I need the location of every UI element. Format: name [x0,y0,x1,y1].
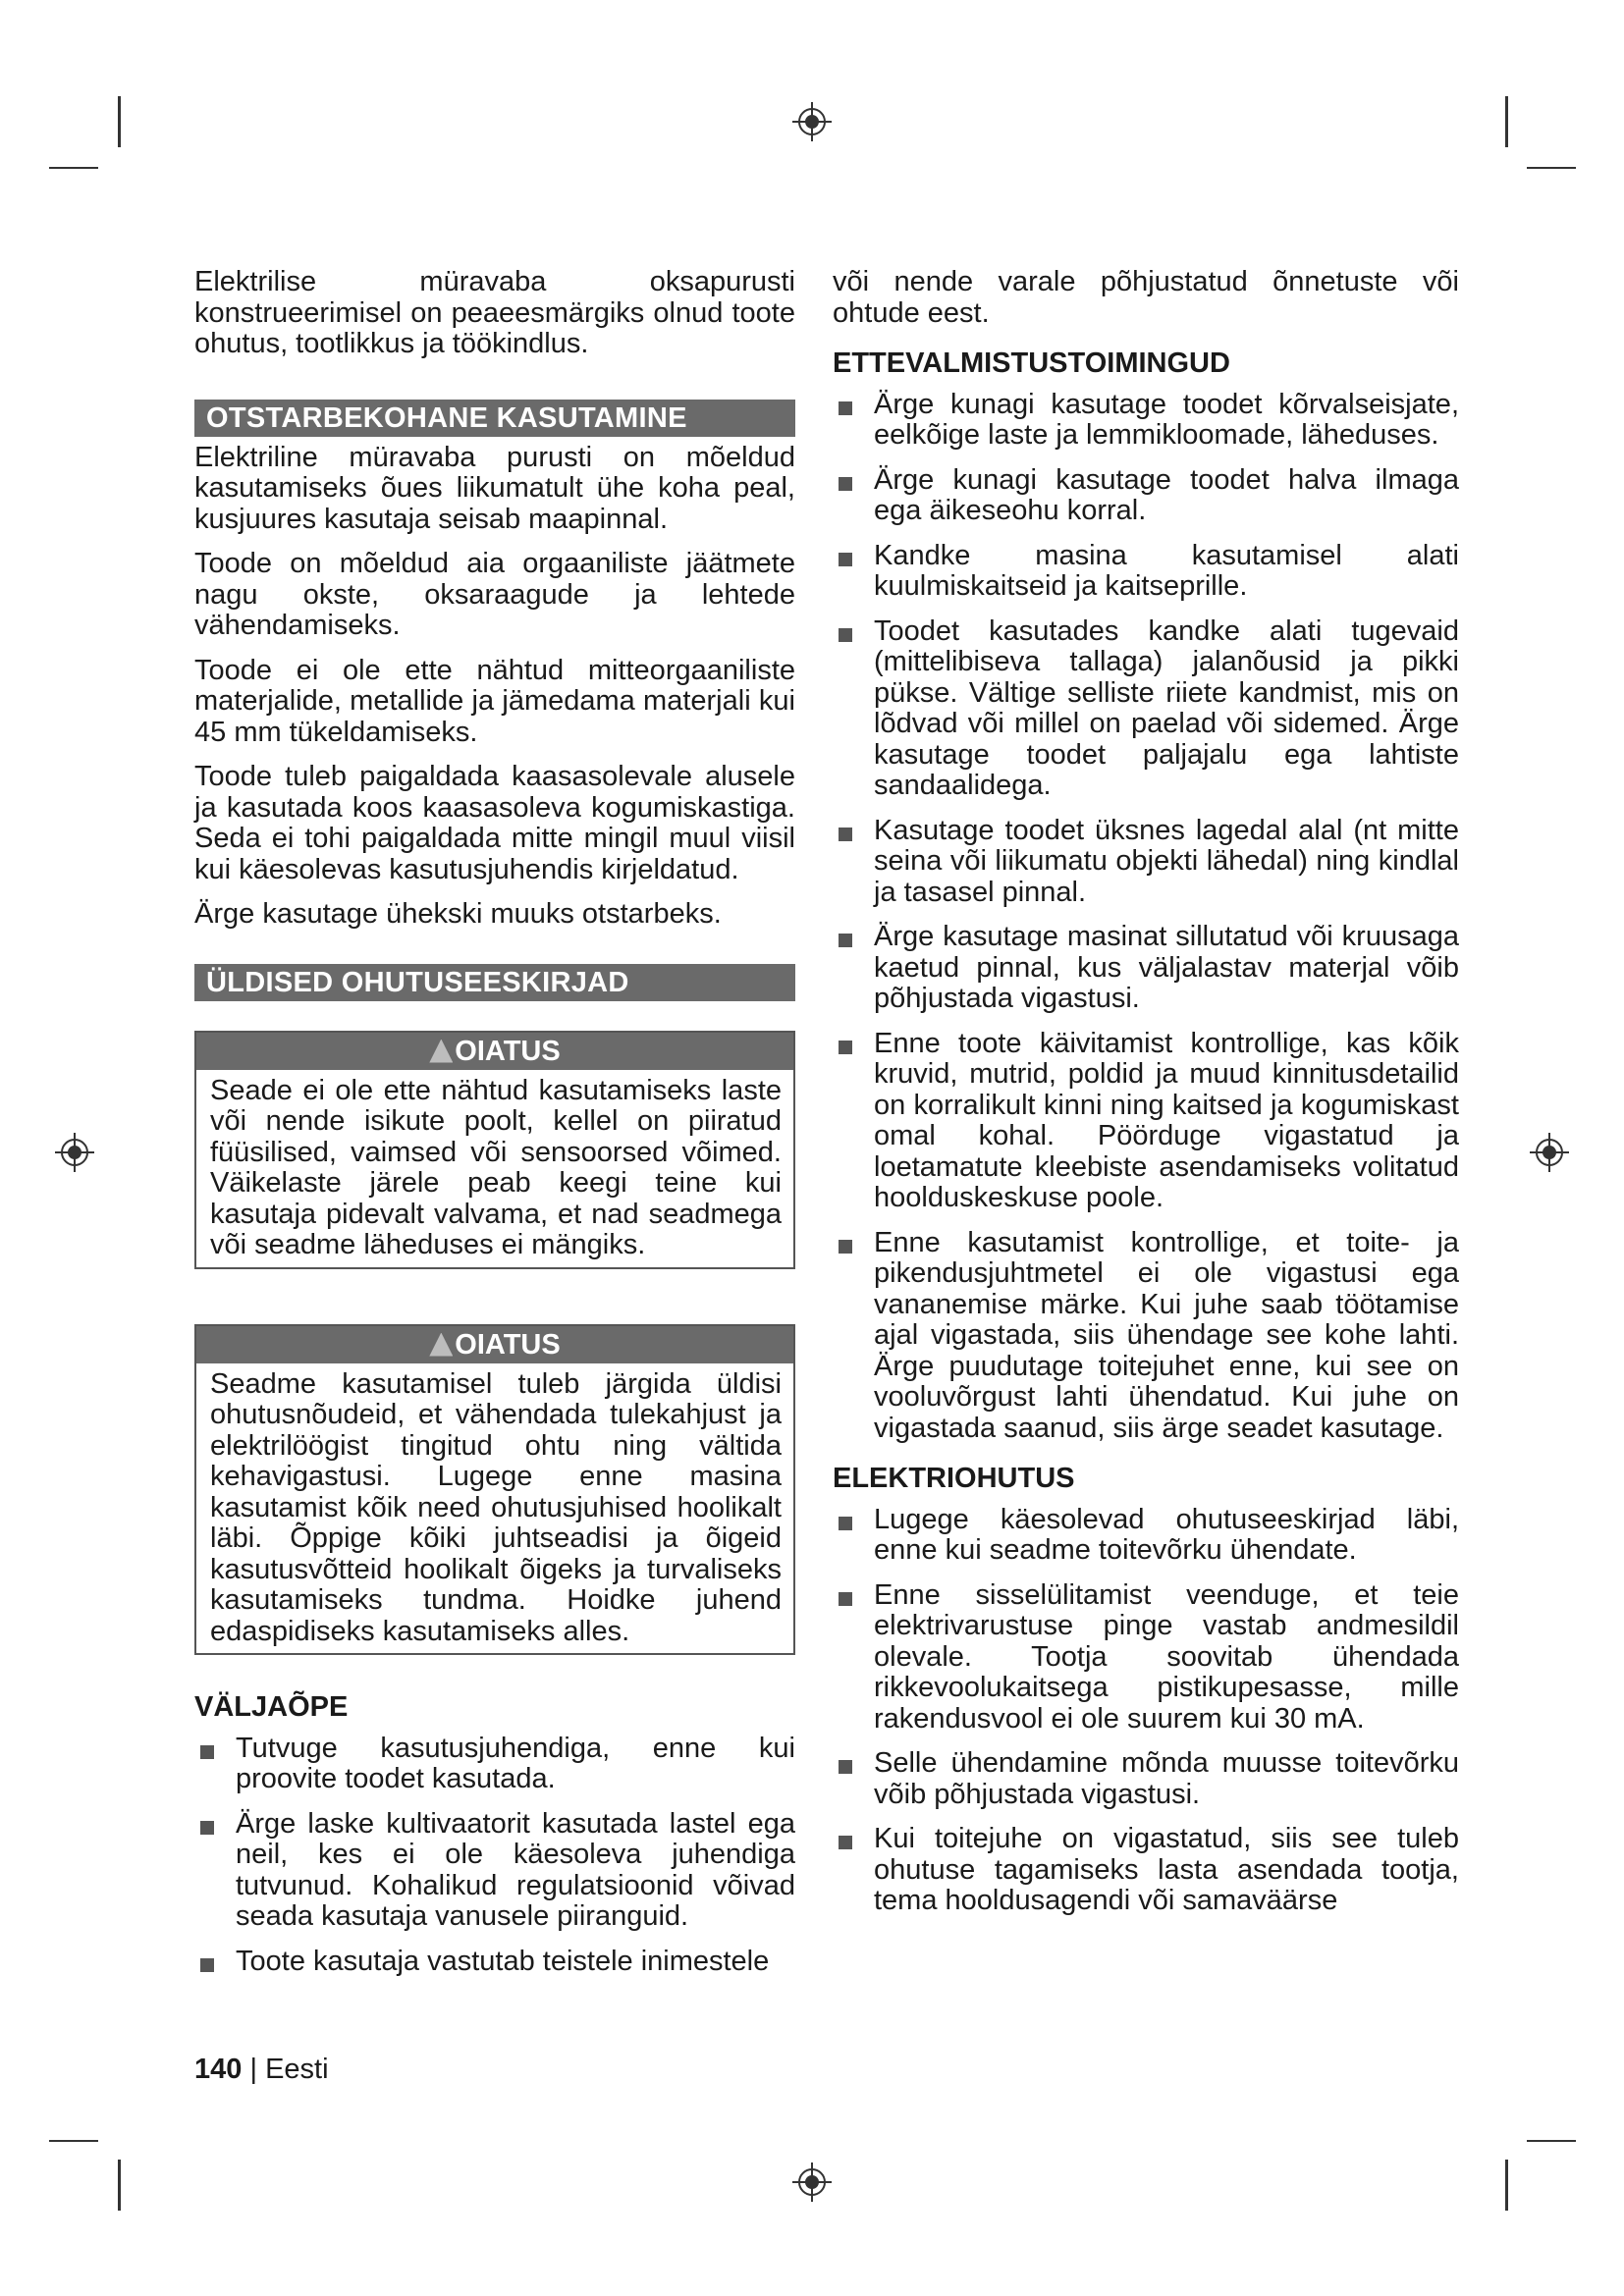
list-item: Enne sisselülitamist veenduge, et teie elektrivarustuse pinge vastab andmesildil olevale. Tootja soovitab ühendada rikkevoolukaitsega pistikupesasse, mille rakendusvool ei ole suurem kui 30 mA. [833,1580,1459,1735]
crop-mark [49,2140,98,2142]
footer-language: Eesti [265,2054,329,2085]
heading-preparation: ETTEVALMISTUSTOIMINGUD [833,347,1230,379]
left-column [194,267,795,1991]
list-item: Ärge kunagi kasutage toodet kõrvalseisjate, eelkõige laste ja lemmikloomade, läheduses. [833,390,1459,452]
crop-mark [1505,2160,1508,2211]
list-item: Kasutage toodet üksnes lagedal alal (nt mitte seina või liikumatu objekti lähedal) ning kindlal ja tasasel pinnal. [833,816,1459,909]
continuation-paragraph: või nende varale põhjustatud õnnetuste või ohtude eest. [833,266,1459,329]
crop-mark [118,96,121,147]
list-item: Selle ühendamine mõnda muusse toitevõrku võib põhjustada vigastusi. [833,1748,1459,1810]
crop-mark [118,2160,121,2211]
list-item: Tutvuge kasutusjuhendiga, enne kui proovite toodet kasutada. [194,1734,795,1795]
list-item: Toodet kasutades kandke alati tugevaid (mittelibiseva tallaga) jalanõusid ja pikki pükse. Vältige selliste riiete kandmist, mis on lõdvad või millel on paelad või sidemed. Ärge kasutage toodet paljajalu ega lahtiste sandaalidega. [833,616,1459,802]
list-item: Lugege käesolevad ohutuseeskirjad läbi, enne kui seadme toitevõrku ühendate. [833,1505,1459,1567]
heading-electrical-safety: ELEKTRIOHUTUS [833,1463,1075,1494]
paragraph: Ärge kasutage ühekski muuks otstarbeks. [194,898,722,930]
section-heading-intended-use: OTSTARBEKOHANE KASUTAMINE [194,400,795,437]
warning-header [196,1033,793,1070]
page-number: 140 [194,2054,243,2085]
warning-icon [429,1040,453,1063]
paragraph: Toode tuleb paigaldada kaasasolevale alusele ja kasutada koos kaasasoleva kogumiskastiga. Seda ei tohi paigaldada mitte mingil muul viisil kui käesolevas kasutusjuhendis kirjeldatud. [194,761,795,885]
warning-title: OIATUS [455,1328,561,1361]
registration-mark-icon [55,1133,94,1172]
page-footer [194,2054,329,2086]
warning-box [194,1031,795,1269]
warning-text: Seadme kasutamisel tuleb järgida üldisi ohutusnõudeid, et vähendada tulekahjust ja elektrilöögist tingitud ohtu ning vältida kehavigastusi. Lugege enne masina kasutamist kõik need ohutusjuhised hoolikalt läbi. Õppige kõiki juhtseadisi ja õigeid kasutusvõtteid hoolikalt õigeks ja turvaliseks kasutamiseks tundma. Hoidke juhend edaspidiseks kasutamiseks alles. [210,1367,782,1647]
registration-mark-icon [792,102,832,141]
electrical-list [833,1505,1459,1917]
crop-mark [1527,2140,1576,2142]
warning-box [194,1324,795,1656]
list-item: Ärge laske kultivaatorit kasutada lastel ega neil, kes ei ole käesoleva juhendiga tutvunud. Kohalikud regulatsioonid võivad seada kasutaja vanusele piiranguid. [194,1809,795,1933]
registration-mark-icon [1530,1133,1569,1172]
list-item: Toote kasutaja vastutab teistele inimestele [194,1947,795,1978]
list-item: Kui toitejuhe on vigastatud, siis see tuleb ohutuse tagamiseks lasta asendada tootja, tema hooldusagendi või samaväärse [833,1824,1459,1917]
crop-mark [1505,96,1508,147]
intro-paragraph: Elektrilise müravaba oksapurusti konstrueerimisel on peaeesmärgiks olnud toote ohutus, tootlikkus ja töökindlus. [194,266,795,359]
registration-mark-icon [792,2163,832,2202]
crop-mark [1527,167,1576,169]
right-column [833,267,1459,1931]
paragraph: Toode ei ole ette nähtud mitteorgaaniliste materjalide, metallide ja jämedama materjali kui 45 mm tükeldamiseks. [194,654,795,748]
crop-mark [49,167,98,169]
list-item: Enne toote käivitamist kontrollige, kas kõik kruvid, mutrid, poldid ja muud kinnitusdetailid on korralikult kinni ning kaitsed ja kogumiskast omal kohal. Pöörduge vigastatud ja loetamatute kleebiste asendamiseks volitatud hoolduskeskuse poole. [833,1029,1459,1214]
warning-header [196,1326,793,1363]
list-item: Ärge kasutage masinat sillutatud või kruusaga kaetud pinnal, kus väljalastav materjal võib põhjustada vigastusi. [833,922,1459,1015]
list-item: Enne kasutamist kontrollige, et toite- ja pikendusjuhtmetel ei ole vigastusi ega vananemise märke. Kui juhe saab töötamise ajal vigastada, siis ühendage see kohe lahti. Ärge puudutage toitejuhet enne, kui see on vooluvõrgust lahti ühendatud. Kui juhe on vigastada saanud, siis ärge seadet kasutage. [833,1228,1459,1445]
warning-text: Seade ei ole ette nähtud kasutamiseks laste või nende isikute poolt, kellel on piiratud füüsilised, vaimsed või sensoorsed võimed. Väikelaste järele peab keegi teine kui kasutaja pidevalt valvama, et nad seadmega või seadme läheduses ei mängiks. [210,1074,782,1260]
preparation-list [833,390,1459,1445]
list-item: Ärge kunagi kasutage toodet halva ilmaga ega äikeseohu korral. [833,465,1459,527]
paragraph: Elektriline müravaba purusti on mõeldud kasutamiseks õues liikumatult ühe koha peal, kusjuures kasutaja seisab maapinnal. [194,441,795,535]
training-list [194,1734,795,1978]
paragraph: Toode on mõeldud aia orgaaniliste jäätmete nagu okste, oksaraagude ja lehtede vähendamiseks. [194,548,795,641]
heading-training: VÄLJAÕPE [194,1691,349,1723]
list-item: Kandke masina kasutamisel alati kuulmiskaitseid ja kaitseprille. [833,541,1459,603]
warning-title: OIATUS [455,1035,561,1067]
footer-separator: | [249,2054,257,2085]
section-heading-general-safety: ÜLDISED OHUTUSEESKIRJAD [194,964,795,1001]
warning-icon [429,1333,453,1357]
